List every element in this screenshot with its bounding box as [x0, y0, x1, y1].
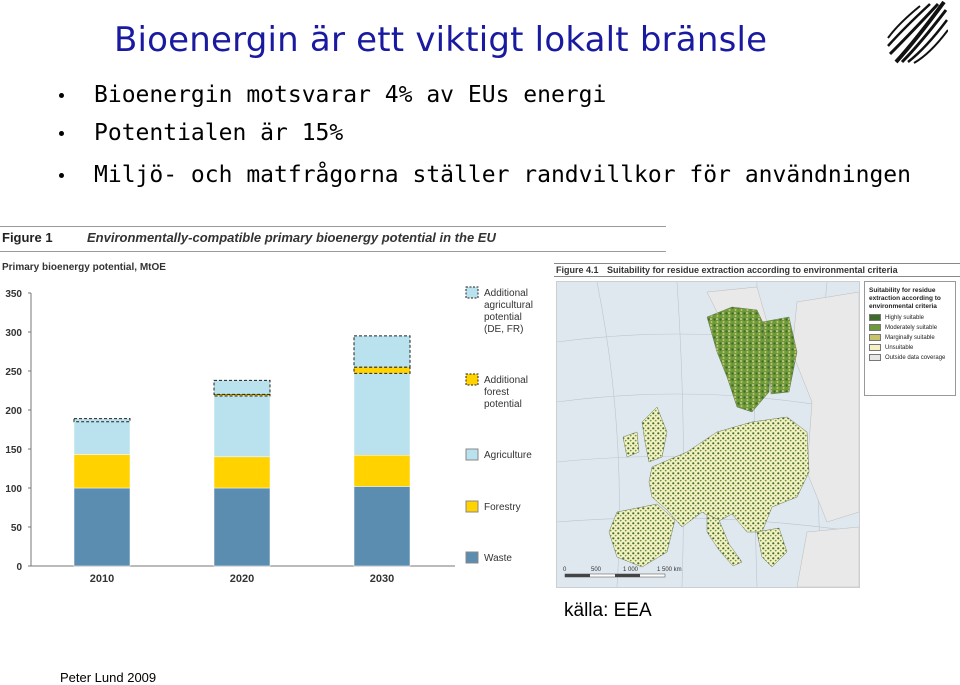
legend-label: potential: [484, 399, 522, 410]
legend-label: forest: [484, 387, 510, 398]
bar-segment: [354, 336, 410, 367]
svg-text:0: 0: [563, 567, 567, 573]
map-legend-item: [869, 354, 951, 361]
y-tick-label: 0: [16, 562, 22, 573]
legend-label: Outside data coverage: [885, 354, 946, 361]
figure41-caption: Suitability for residue extraction according to environmental criteria: [607, 265, 898, 275]
bar-segment: [74, 422, 130, 455]
legend-swatch: [466, 552, 478, 563]
legend-label: potential: [484, 312, 522, 323]
map-legend-item: [869, 314, 951, 321]
legend-label: Forestry: [484, 502, 521, 513]
legend-swatch: [869, 354, 881, 361]
y-tick-label: 100: [5, 484, 22, 495]
legend-label: Additional: [484, 288, 528, 299]
bar-segment: [74, 488, 130, 566]
bullet-item: Potentialen är 15%: [56, 118, 911, 160]
bar-segment: [354, 373, 410, 455]
svg-text:500: 500: [591, 567, 602, 573]
source-label: källa: EEA: [564, 600, 652, 621]
map-scale-bar: [563, 567, 682, 577]
map-legend-item: [869, 344, 951, 351]
legend-label: agricultural: [484, 300, 533, 311]
figure41-label: Figure 4.1: [556, 265, 599, 275]
bar-segment: [354, 486, 410, 566]
legend-label: Additional: [484, 375, 528, 386]
legend-swatch: [466, 501, 478, 512]
figure1-caption: Environmentally-compatible primary bioenergy potential in the EU: [87, 230, 496, 245]
figure1-bottom-rule: [0, 251, 666, 252]
university-logo-icon: [886, 0, 948, 66]
map-legend-item: [869, 334, 951, 341]
legend-swatch: [869, 314, 881, 321]
figure41-bottom-rule: [554, 276, 960, 277]
bullet-list: [56, 80, 911, 200]
legend-swatch: [869, 334, 881, 341]
map-legend: [864, 281, 956, 396]
legend-label: (DE, FR): [484, 324, 524, 335]
bar-segment: [354, 367, 410, 373]
bar-segment: [214, 380, 270, 394]
bullet-item: Bioenergin motsvarar 4% av EUs energi: [56, 80, 911, 118]
figure1-top-rule: [0, 226, 666, 227]
legend-swatch: [869, 344, 881, 351]
y-tick-label: 300: [5, 328, 22, 339]
bar-segment: [214, 488, 270, 566]
x-tick-label: 2010: [89, 573, 115, 585]
figure1-label: Figure 1: [2, 230, 53, 245]
figure41-top-rule: [554, 263, 960, 264]
y-tick-label: 350: [5, 289, 22, 300]
y-tick-label: 250: [5, 367, 22, 378]
legend-label: Agriculture: [484, 450, 532, 461]
footer-author: Peter Lund 2009: [60, 670, 157, 685]
svg-text:1 500 km: 1 500 km: [657, 567, 682, 573]
slide-title: Bioenergin är ett viktigt lokalt bränsle: [114, 20, 768, 60]
map-legend-item: [869, 324, 951, 331]
europe-map-image: [557, 282, 859, 587]
svg-text:1 000: 1 000: [623, 567, 639, 573]
bar-segment: [74, 419, 130, 422]
bullet-item: Miljö- och matfrågorna ställer randvillkor för användningen: [56, 160, 911, 200]
bioenergy-bar-chart: [0, 275, 550, 590]
legend-swatch: [466, 449, 478, 460]
y-tick-label: 200: [5, 406, 22, 417]
legend-label: Moderately suitable: [885, 324, 938, 331]
legend-label: Marginally suitable: [885, 334, 935, 341]
bar-segment: [354, 455, 410, 486]
y-tick-label: 150: [5, 445, 22, 456]
chart-y-axis-label: Primary bioenergy potential, MtOE: [2, 262, 166, 273]
legend-swatch: [466, 374, 478, 385]
bar-segment: [214, 457, 270, 488]
bar-segment: [214, 396, 270, 457]
legend-swatch: [466, 287, 478, 298]
bar-segment: [74, 454, 130, 488]
legend-swatch: [869, 324, 881, 331]
y-tick-label: 50: [10, 523, 22, 534]
map-legend-title: Suitability for residue extraction according to environmental criteria: [869, 287, 941, 310]
legend-label: Waste: [484, 553, 512, 564]
legend-label: Unsuitable: [885, 344, 914, 351]
x-tick-label: 2030: [369, 573, 395, 585]
europe-suitability-map: [556, 281, 860, 588]
x-tick-label: 2020: [229, 573, 255, 585]
legend-label: Highly suitable: [885, 314, 925, 321]
